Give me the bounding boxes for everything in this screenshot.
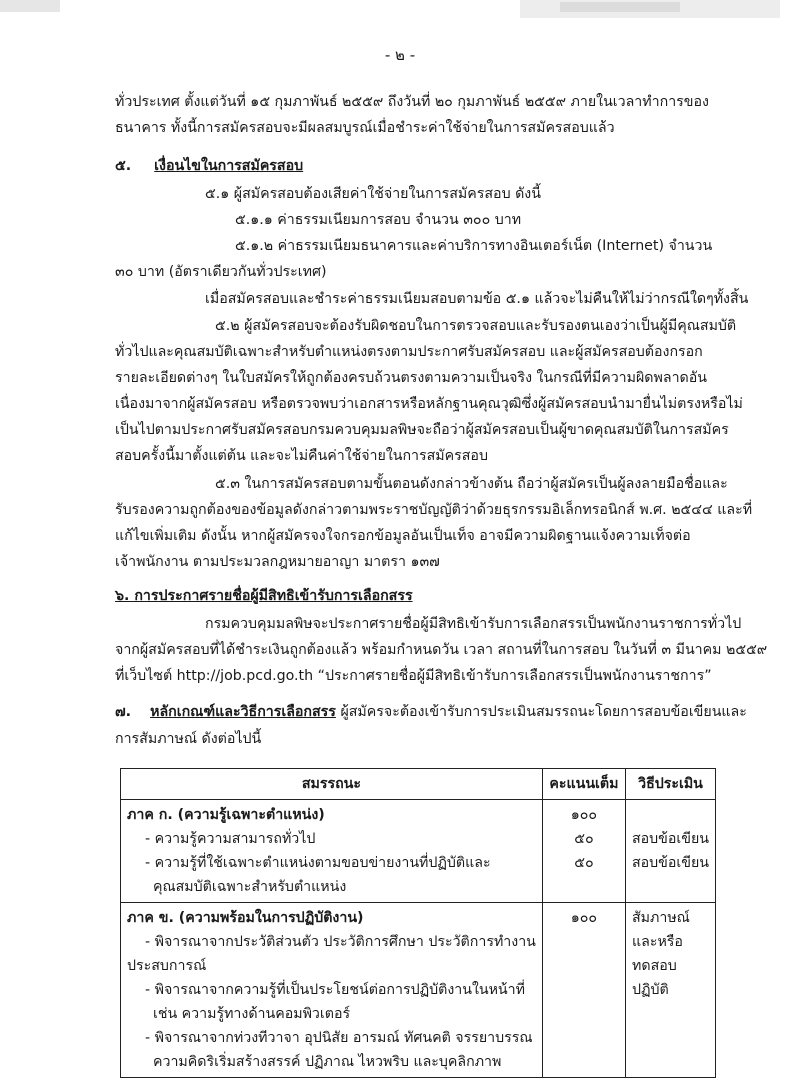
table-row-part-b <box>121 903 716 1078</box>
section-5-2-line: สอบครั้งนี้มาตั้งแต่ต้น และจะไม่คืนค่าใช้จ่ายในการสมัครสอบ <box>115 448 488 464</box>
section-7-line-2: การสัมภาษณ์ ดังต่อไปนี้ <box>115 731 262 747</box>
part-b-title: ภาค ข. (ความพร้อมในการปฏิบัติงาน) <box>127 910 364 926</box>
section-5-2-line: ทั่วไปและคุณสมบัติเฉพาะสำหรับตำแหน่งตรงตามประกาศรับสมัครสอบ และผู้สมัครสอบต้องกรอก <box>115 344 703 360</box>
section-6-title: ๖. การประกาศรายชื่อผู้มีสิทธิเข้ารับการเลือกสรร <box>115 588 413 604</box>
part-a-item-2-score: ๕๐ <box>574 855 594 871</box>
competency-table <box>120 768 716 1078</box>
part-a-item-2-method: สอบข้อเขียน <box>632 855 709 871</box>
table-header-row <box>121 769 716 800</box>
part-a-competency-cell <box>121 800 543 903</box>
part-b-method-line: ทดสอบ <box>632 958 677 974</box>
section-6-line: ที่เว็บไซต์ http://job.pcd.go.th “ประกาศรายชื่อผู้มีสิทธิเข้ารับการเลือกสรรเป็นพนักงานราชการ” <box>115 668 712 684</box>
section-5-2-line: ๕.๒ ผู้สมัครสอบจะต้องรับผิดชอบในการตรวจสอบและรับรองตนเองว่าเป็นผู้มีคุณสมบัติ <box>215 318 737 334</box>
section-5-2-line: เนื่องมาจากผู้สมัครสอบ หรือตรวจพบว่าเอกสารหรือหลักฐานคุณวุฒิซึ่งผู้สมัครสอบนำมายื่นไม่ตรงหรือไม่ <box>115 396 743 412</box>
section-5-2-line: เป็นไปตามประกาศรับสมัครสอบกรมควบคุมมลพิษจะถือว่าผู้สมัครสอบเป็นผู้ขาดคุณสมบัติในการสมัคร <box>115 422 729 438</box>
part-b-score: ๑๐๐ <box>570 910 598 926</box>
part-a-score: ๑๐๐ <box>570 807 598 823</box>
part-b-method-line: ปฏิบัติ <box>632 982 669 998</box>
section-5-1-2-line1: ๕.๑.๒ ค่าธรรมเนียมธนาคารและค่าบริการทางอินเตอร์เน็ต (Internet) จำนวน <box>235 238 713 254</box>
part-a-score-cell <box>542 800 625 903</box>
section-5-3-line: ๕.๓ ในการสมัครสอบตามขั้นตอนดังกล่าวข้างต้น ถือว่าผู้สมัครเป็นผู้ลงลายมือชื่อและ <box>215 476 728 492</box>
part-a-title: ภาค ก. (ความรู้เฉพาะตำแหน่ง) <box>127 807 325 823</box>
part-b-method-cell <box>626 903 716 1078</box>
section-7-number: ๗. <box>115 704 132 720</box>
part-a-item-1: - ความรู้ความสามารถทั่วไป <box>145 831 316 847</box>
part-b-line: - พิจารณาจากความรู้ที่เป็นประโยชน์ต่อการปฏิบัติงานในหน้าที่ <box>145 982 525 998</box>
header-full-score: คะแนนเต็ม <box>542 769 625 800</box>
part-a-item-2-line1: - ความรู้ที่ใช้เฉพาะตำแหน่งตามขอบข่ายงานที่ปฏิบัติและ <box>145 855 491 871</box>
part-b-line: เช่น ความรู้ทางด้านคอมพิวเตอร์ <box>153 1006 351 1022</box>
section-6-line: กรมควบคุมมลพิษจะประกาศรายชื่อผู้มีสิทธิเข้ารับการเลือกสรรเป็นพนักงานราชการทั่วไป <box>205 616 742 632</box>
part-a-item-2-line2: คุณสมบัติเฉพาะสำหรับตำแหน่ง <box>153 879 347 895</box>
section-5-2-line: รายละเอียดต่างๆ ในใบสมัครให้ถูกต้องครบถ้วนตรงตามความเป็นจริง ในกรณีที่มีความผิดพลาดอัน <box>115 370 707 386</box>
section-5-number: ๕. <box>115 158 132 174</box>
section-6-heading <box>115 586 413 606</box>
section-6-line: จากผู้สมัครสอบที่ได้ชำระเงินถูกต้องแล้ว พร้อมกำหนดวัน เวลา สถานที่ในการสอบ ในวันที่ ๓ มีนาคม ๒๕๕๙ <box>115 642 768 658</box>
part-b-method-line: และหรือ <box>632 934 683 950</box>
section-5-refund-note: เมื่อสมัครสอบและชำระค่าธรรมเนียมสอบตามข้อ ๕.๑ แล้วจะไม่คืนให้ไม่ว่ากรณีใดๆทั้งสิ้น <box>205 291 749 307</box>
section-7-heading <box>115 702 747 722</box>
section-7-title: หลักเกณฑ์และวิธีการเลือกสรร <box>150 704 336 720</box>
section-5-1: ๕.๑ ผู้สมัครสอบต้องเสียค่าใช้จ่ายในการสมัครสอบ ดังนี้ <box>205 186 541 202</box>
part-b-line: ความคิดริเริ่มสร้างสรรค์ ปฏิภาณ ไหวพริบ และบุคลิกภาพ <box>153 1054 502 1070</box>
part-a-item-1-method: สอบข้อเขียน <box>632 831 709 847</box>
header-competency: สมรรถนะ <box>121 769 543 800</box>
part-a-item-1-score: ๕๐ <box>574 831 594 847</box>
part-b-line: - พิจารณาจากท่วงทีวาจา อุปนิสัย อารมณ์ ทัศนคติ จรรยาบรรณ <box>145 1030 533 1046</box>
section-5-3-line: แก้ไขเพิ่มเติม ดังนั้น หากผู้สมัครจงใจกรอกข้อมูลอันเป็นเท็จ อาจมีความผิดฐานแจ้งความเท็จต่อ <box>115 528 691 544</box>
scan-edge-smudge <box>0 0 800 22</box>
section-5-heading <box>115 156 303 176</box>
section-5-title: เงื่อนไขในการสมัครสอบ <box>154 158 304 174</box>
table-row-part-a <box>121 800 716 903</box>
part-b-competency-cell <box>121 903 543 1078</box>
header-method: วิธีประเมิน <box>626 769 716 800</box>
part-a-method-cell <box>626 800 716 903</box>
part-b-line: - พิจารณาจากประวัติส่วนตัว ประวัติการศึกษา ประวัติการทำงาน <box>145 934 536 950</box>
intro-line-1: ทั่วประเทศ ตั้งแต่วันที่ ๑๕ กุมภาพันธ์ ๒๕๕๙ ถึงวันที่ ๒๐ กุมภาพันธ์ ๒๕๕๙ ภายในเวลาทำการของ <box>115 94 709 110</box>
section-5-1-2-line2: ๓๐ บาท (อัตราเดียวกันทั่วประเทศ) <box>115 264 327 280</box>
section-7-intro-rest: ผู้สมัครจะต้องเข้ารับการประเมินสมรรถนะโดยการสอบข้อเขียนและ <box>335 704 747 720</box>
part-b-score-cell <box>542 903 625 1078</box>
section-5-3-line: รับรองความถูกต้องของข้อมูลดังกล่าวตามพระราชบัญญัติว่าด้วยธุรกรรมอิเล็กทรอนิกส์ พ.ศ. ๒๕๔๔ และที่ <box>115 502 753 518</box>
page-number: - ๒ - <box>384 46 416 64</box>
section-5-1-1: ๕.๑.๑ ค่าธรรมเนียมการสอบ จำนวน ๓๐๐ บาท <box>235 212 522 228</box>
section-5-3-line: เจ้าพนักงาน ตามประมวลกฎหมายอาญา มาตรา ๑๓๗ <box>115 554 440 570</box>
intro-line-2: ธนาคาร ทั้งนี้การสมัครสอบจะมีผลสมบูรณ์เมื่อชำระค่าใช้จ่ายในการสมัครสอบแล้ว <box>115 120 615 136</box>
part-b-line: ประสบการณ์ <box>127 958 207 974</box>
part-b-method-line: สัมภาษณ์ <box>632 910 690 926</box>
